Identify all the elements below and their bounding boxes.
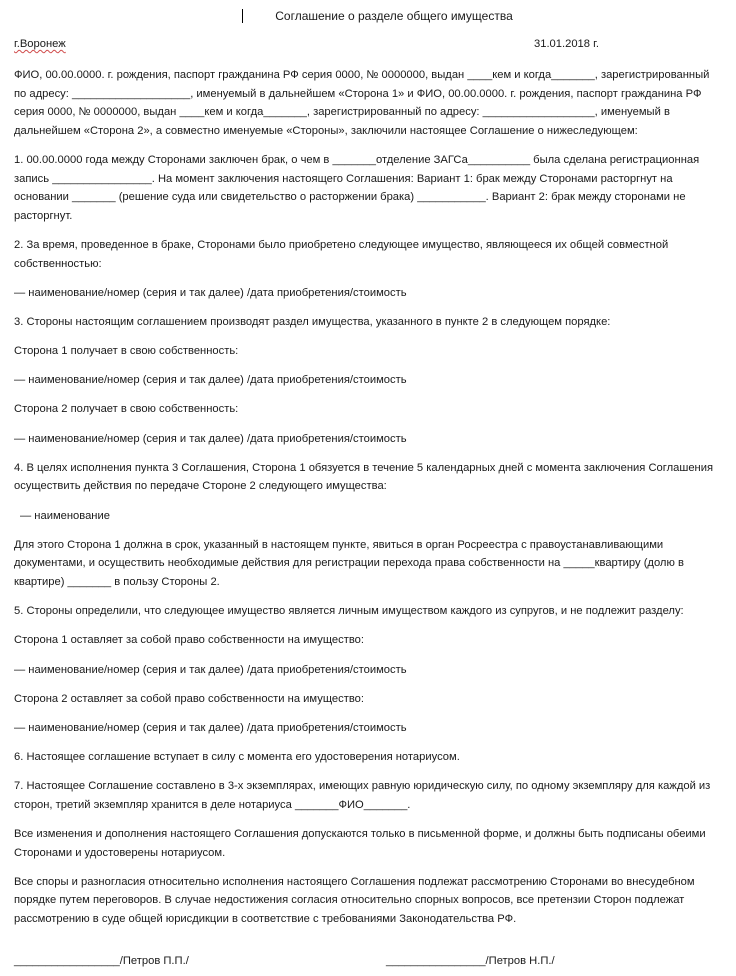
paragraph-property-line: — наименование/номер (серия и так далее) /дата приобретения/стоимость	[14, 721, 407, 734]
paragraph-parties: ФИО, 00.00.0000. г. рождения, паспорт гражданина РФ серия 0000, № 0000000, выдан ____кем и когда_______, зарегистрированный по адресу: ___________________, именуемый в дальнейшем «Сторона 1» и ФИО, 00.00.0000. г. рождения, паспорт гражданина РФ серия 0000, № 0000000, выдан ____кем и когда_______, зарегистрированный по адресу: __________________, именуемый в дальнейшем «Сторона 2», а совместно именуемые «Стороны», заключили настоящее Соглашение о нижеследующем:	[14, 69, 710, 137]
signature-left: _________________/Петров П.П./	[14, 955, 189, 967]
paragraph-clause-1: 1. 00.00.0000 года между Сторонами заключен брак, о чем в _______отделение ЗАГСа__________ была сделана регистрационная запись ________________. На момент заключения настоящего Соглашения: Вариант 1: брак между Сторонами расторгнут на основании _______ (решение суда или свидетельство о расторжении брака) ___________. Вариант 2: брак между сторонами не расторгнут.	[14, 153, 700, 222]
paragraph-property-line: — наименование/номер (серия и так далее) /дата приобретения/стоимость	[14, 286, 407, 299]
paragraph-amendments: Все изменения и дополнения настоящего Соглашения допускаются только в письменной форме, и должны быть подписаны обеими Сторонами и удостоверены нотариусом.	[14, 828, 706, 859]
paragraph-disputes: Все споры и разногласия относительно исполнения настоящего Соглашения подлежат рассмотрению Сторонами во внесудебном порядке путем переговоров. В случае недостижения согласия относительно спорных вопросов, все претензии Сторон подлежат рассмотрению в суде общей юрисдикции в соответствие с требованиями Законодательства РФ.	[14, 875, 695, 926]
paragraph-clause-2: 2. За время, проведенное в браке, Сторонами было приобретено следующее имущество, являющееся их общей совместной собственностью:	[14, 238, 669, 270]
paragraph-clause-3: 3. Стороны настоящим соглашением производят раздел имущества, указанного в пункте 2 в следующем порядке:	[14, 315, 611, 328]
paragraph-item-name: — наименование	[20, 509, 110, 522]
paragraph-party2-keeps: Сторона 2 оставляет за собой право собственности на имущество:	[14, 692, 364, 705]
document-date: 31.01.2018 г.	[534, 38, 599, 50]
paragraph-clause-5: 5. Стороны определили, что следующее имущество является личным имуществом каждого из супругов, и не подлежит разделу:	[14, 605, 684, 618]
paragraph-clause-4: 4. В целях исполнения пункта 3 Соглашения, Сторона 1 обязуется в течение 5 календарных дней с момента заключения Соглашения осуществить действия по передаче Стороне 2 следующего имущества:	[14, 461, 714, 493]
paragraph-rosreestr: Для этого Сторона 1 должна в срок, указанный в настоящем пункте, явиться в орган Росреестра с правоустанавливающими документами, и осуществить необходимые действия для регистрации перехода права собственности на _____квартиру (долю в квартире) _______ в пользу Стороны 2.	[14, 538, 684, 588]
paragraph-party1-receives: Сторона 1 получает в свою собственность:	[14, 345, 239, 358]
paragraph-property-line: — наименование/номер (серия и так далее) /дата приобретения/стоимость	[14, 663, 407, 676]
paragraph-party2-receives: Сторона 2 получает в свою собственность:	[14, 403, 239, 416]
paragraph-party1-keeps: Сторона 1 оставляет за собой право собственности на имущество:	[14, 634, 364, 647]
paragraph-property-line: — наименование/номер (серия и так далее) /дата приобретения/стоимость	[14, 432, 407, 445]
signature-row	[14, 955, 714, 973]
document-body	[14, 66, 714, 939]
paragraph-clause-6: 6. Настоящее соглашение вступает в силу с момента его удостоверения нотариусом.	[14, 751, 460, 764]
document-title: Соглашение о разделе общего имущества	[242, 9, 544, 23]
paragraph-clause-7: 7. Настоящее Соглашение составлено в 3-х экземплярах, имеющих равную юридическую силу, по одному экземпляру для каждой из сторон, третий экземпляр хранится в деле нотариуса _______ФИО_______.	[14, 780, 711, 811]
document-city: г.Воронеж	[14, 38, 66, 50]
paragraph-property-line: — наименование/номер (серия и так далее) /дата приобретения/стоимость	[14, 374, 407, 387]
signature-right: ________________/Петров Н.П./	[386, 955, 555, 967]
